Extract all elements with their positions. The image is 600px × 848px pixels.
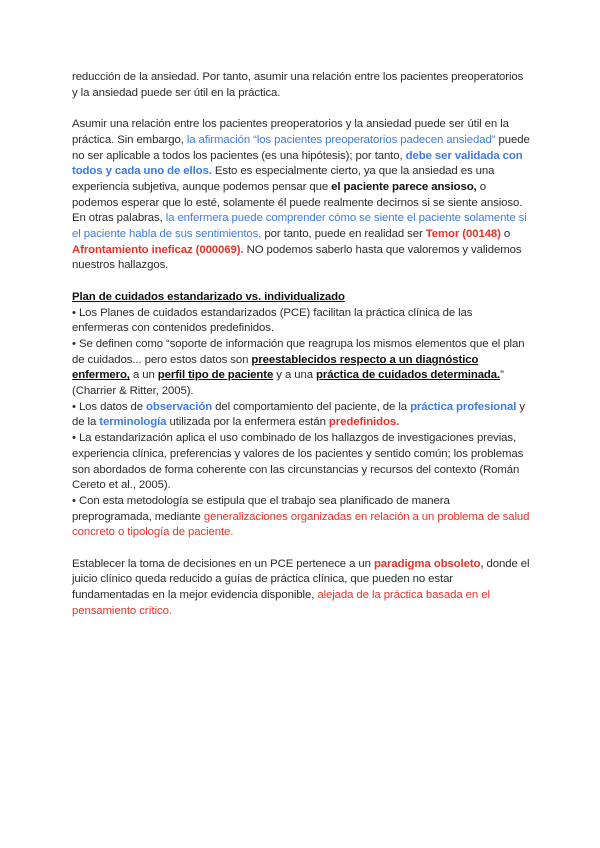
bullet-text: • Los Planes de cuidados estandarizados (PCE) facilitan la práctica clínica de las enfermeras con contenidos predefinidos. (72, 306, 473, 335)
highlight-practica-profesional: práctica profesional (410, 400, 517, 413)
text-run: Establecer la toma de decisiones en un PCE pertenece a un (72, 557, 374, 570)
highlight-predefinidos: predefinidos. (328, 416, 400, 429)
text-run: a un (129, 369, 158, 382)
highlight-perfil: perfil tipo de paciente (157, 369, 274, 382)
intro-text: reducción de la ansiedad. Por tanto, asumir una relación entre los pacientes preoperatorios y la ansiedad puede ser útil en la práctica. (72, 71, 524, 99)
highlight-affirmation: la afirmación “los pacientes preoperatorios padecen ansiedad” (186, 133, 496, 146)
text-run: por tanto, puede en realidad ser (261, 228, 426, 241)
highlight-practica: práctica de cuidados determinada. (316, 369, 501, 382)
text-run: Asumir una relación entre los pacientes preoperatorios y la ansiedad puede ser útil en la práctica. Sin embargo, (72, 118, 509, 146)
bullet-pce (72, 306, 530, 337)
paragraph-paradigm (72, 557, 530, 620)
highlight-validate: debe ser validada con todos y cada uno de ellos. (72, 149, 523, 178)
text-run: y a una (273, 369, 317, 382)
text-run: • Se definen como “soporte de información que reagrupa los mismos elementos que el plan de cuidados... pero estos datos son (72, 337, 525, 366)
highlight-temor: Temor (00148) (425, 228, 501, 241)
highlight-anxious: el paciente parece ansioso, (331, 180, 477, 193)
text-run: o (500, 228, 511, 241)
highlight-paradigma: paradigma obsoleto, (373, 557, 484, 570)
text-run: ” (Charrier & Ritter, 2005). (72, 369, 504, 398)
highlight-critical-thinking: alejada de la práctica basada en el pensamiento crítico. (72, 589, 490, 617)
text-run: del comportamiento del paciente, de la (212, 400, 411, 413)
text-run: y de la (72, 400, 525, 429)
bullet-definition (72, 337, 530, 400)
bullet-data (72, 400, 530, 431)
heading-text: Plan de cuidados estandarizado vs. individualizado (72, 290, 345, 303)
text-run: Esto es especialmente cierto, ya que la ansiedad es una experiencia subjetiva, aunque podemos pensar que (72, 165, 495, 193)
text-run: • Con esta metodología se estipula que el trabajo sea planificado de manera preprogramada, mediante (72, 494, 450, 523)
highlight-nurse-understands: la enfermera puede comprender cómo se siente el paciente solamente si el paciente habla de sus sentimientos, (72, 212, 527, 241)
section-heading (72, 290, 530, 306)
highlight-afrontamiento: Afrontamiento ineficaz (000069). (72, 243, 244, 256)
text-run: NO podemos saberlo hasta que valoremos y validemos nuestros hallazgos. (72, 243, 522, 272)
bullet-text: • La estandarización aplica el uso combinado de los hallazgos de investigaciones previas, experiencia clínica, preferencias y valores de los pacientes y sentido común; los problemas son abordados de forma coherente con las circunstancias y recursos del contexto (Román Cereto et al., 2005). (72, 432, 524, 492)
highlight-generalizaciones: generalizaciones organizadas en relación a un problema de salud concreto o tipología de paciente. (72, 510, 530, 539)
bullet-standardization (72, 431, 530, 494)
highlight-observacion: observación (146, 400, 213, 413)
paragraph-intro (72, 70, 530, 101)
text-run: utilizada por la enfermera están (166, 416, 329, 429)
paragraph-hypothesis (72, 117, 530, 274)
highlight-preestablecidos: preestablecidos respecto a un diagnóstico enfermero, (72, 353, 479, 382)
text-run: o podemos esperar que lo esté, solamente él puede realmente decirnos si se siente ansioso. En otras palabras, (72, 180, 523, 225)
text-run: puede no ser aplicable a todos los pacientes (es una hipótesis); por tanto, (72, 133, 530, 162)
text-run: donde el juicio clínico queda reducido a guías de práctica clínica, que pueden no estar fundamentadas en la mejor evidencia disponible, (72, 557, 530, 602)
text-run: • Los datos de (72, 400, 147, 413)
bullet-methodology (72, 494, 530, 541)
highlight-terminologia: terminología (99, 416, 167, 429)
